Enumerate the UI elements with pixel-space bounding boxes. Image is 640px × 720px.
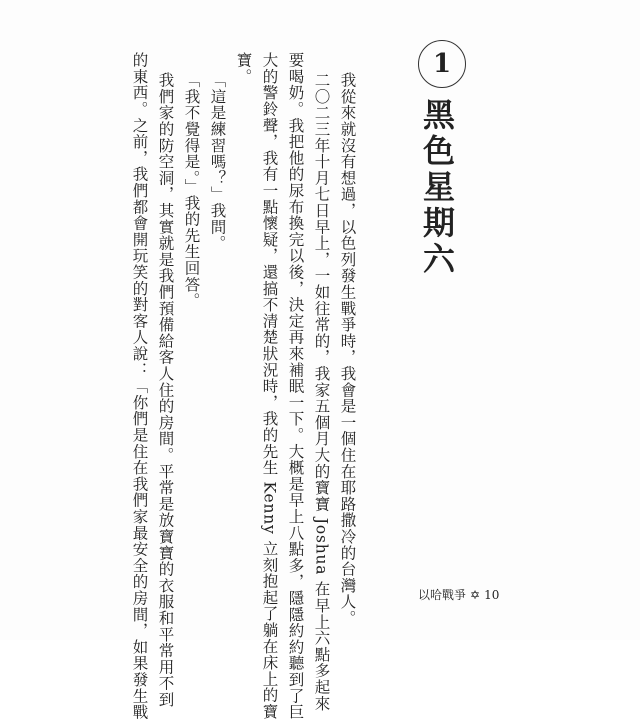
text-column-7: 「我不覺得是。」我的先生回答。 <box>182 72 201 309</box>
chapter-number: 1 <box>432 49 452 79</box>
text-column-9: 的東西。之前，我們都會開玩笑的對客人說：「你們是住在我們家最安全的房間，如果發生戰 <box>130 52 149 720</box>
text-column-2: 二〇二三年十月七日早上，一如往常的，我家五個月大的寶寶 Joshua 在早上六點多起來 <box>312 72 331 712</box>
star-of-david-icon: ✡ <box>470 587 481 602</box>
text-column-5: 寶。 <box>234 52 253 85</box>
chapter-number-badge <box>418 40 466 88</box>
text-column-8: 我們家的防空洞，其實就是我們預備給客人住的房間。平常是放寶寶的衣服和平常用不到 <box>156 72 175 708</box>
book-title: 以哈戰爭 <box>418 588 467 602</box>
text-column-1: 我從來就沒有想過，以色列發生戰爭時，我會是一個住在耶路撒冷的台灣人。 <box>338 72 357 627</box>
text-column-6: 「這是練習嗎？」我問。 <box>208 72 227 252</box>
page-number: 10 <box>484 587 500 602</box>
text-column-3: 要喝奶。我把他的尿布換完以後，決定再來補眠一下。大概是早上八點多，隱隱約約聽到了巨 <box>286 52 305 720</box>
text-column-4: 大的警鈴聲，我有一點懷疑，還搞不清楚狀況時，我的先生 Kenny 立刻抱起了躺在床上的寶 <box>260 52 279 720</box>
chapter-title: 黑色星期六 <box>418 98 456 278</box>
page-footer <box>418 586 499 603</box>
